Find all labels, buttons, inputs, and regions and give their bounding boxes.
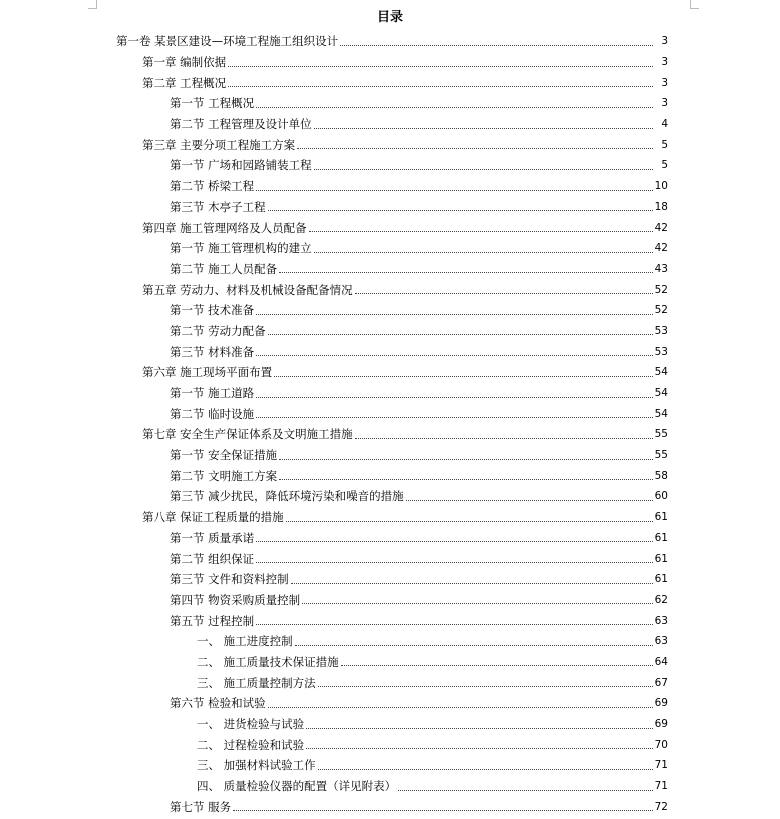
toc-entry[interactable] (0, 507, 780, 528)
toc-entry-page-number: 43 (654, 262, 668, 275)
toc-dot-leader (279, 272, 653, 273)
toc-entry-label: 第一节 广场和园路铺装工程 (170, 158, 312, 173)
toc-entry-page-number: 60 (654, 490, 668, 503)
toc-entry-label: 第二节 工程管理及设计单位 (170, 117, 312, 132)
toc-entry-page-number: 3 (661, 35, 668, 48)
toc-entry-page-number: 61 (654, 552, 668, 565)
toc-entry-page-number: 69 (654, 697, 668, 710)
toc-entry-page-number: 10 (654, 180, 668, 193)
toc-dot-leader (268, 334, 653, 335)
toc-dot-leader (228, 86, 653, 87)
toc-entry-page-number: 3 (661, 56, 668, 69)
toc-entry[interactable] (0, 486, 780, 507)
toc-entry[interactable] (0, 238, 780, 259)
toc-entry-label: 第一卷 某景区建设—环境工程施工组织设计 (116, 34, 339, 49)
toc-dot-leader (306, 728, 653, 729)
toc-entry[interactable] (0, 114, 780, 135)
toc-entry-page-number: 3 (661, 76, 668, 89)
toc-entry-label: 第一节 安全保证措施 (170, 448, 278, 463)
toc-entry[interactable] (0, 610, 780, 631)
toc-dot-leader (314, 169, 653, 170)
toc-entry[interactable] (0, 31, 780, 52)
toc-dot-leader (233, 810, 653, 811)
toc-entry-page-number: 53 (654, 324, 668, 337)
toc-dot-leader (306, 748, 653, 749)
toc-dot-leader (256, 355, 653, 356)
toc-dot-leader (268, 210, 653, 211)
toc-entry-page-number: 42 (654, 242, 668, 255)
toc-entry-label: 第一节 质量承诺 (170, 530, 255, 545)
toc-dot-leader (256, 397, 653, 398)
toc-entry[interactable] (0, 362, 780, 383)
toc-entry-page-number: 54 (654, 407, 668, 420)
toc-entry-label: 第四章 施工管理网络及人员配备 (142, 220, 307, 235)
toc-entry-page-number: 52 (654, 283, 668, 296)
toc-entry-page-number: 62 (654, 593, 668, 606)
toc-entry[interactable] (0, 176, 780, 197)
toc-entry-page-number: 58 (654, 469, 668, 482)
toc-entry[interactable] (0, 217, 780, 238)
toc-dot-leader (291, 583, 653, 584)
toc-entry-label: 第八章 保证工程质量的措施 (142, 510, 284, 525)
toc-entry-label: 二、 过程检验和试验 (197, 737, 305, 752)
toc-entry-page-number: 61 (654, 573, 668, 586)
toc-entry-label: 第一节 工程概况 (170, 96, 255, 111)
toc-entry[interactable] (0, 776, 780, 797)
toc-entry[interactable] (0, 590, 780, 611)
toc-entry-label: 第二节 文明施工方案 (170, 468, 278, 483)
toc-dot-leader (406, 500, 653, 501)
toc-entry-label: 第六节 检验和试验 (170, 696, 266, 711)
toc-entry-page-number: 67 (654, 676, 668, 689)
toc-entry-label: 第三节 文件和资料控制 (170, 572, 289, 587)
toc-dot-leader (318, 769, 653, 770)
toc-entry-page-number: 71 (654, 780, 668, 793)
toc-entry[interactable] (0, 714, 780, 735)
toc-entry-label: 第五节 过程控制 (170, 613, 255, 628)
toc-dot-leader (256, 562, 653, 563)
toc-dot-leader (314, 128, 653, 129)
toc-entry-label: 三、 施工质量控制方法 (197, 675, 316, 690)
toc-entry-page-number: 5 (661, 159, 668, 172)
page-corner-mark-right (690, 0, 699, 9)
toc-entry[interactable] (0, 155, 780, 176)
toc-entry-page-number: 4 (661, 118, 668, 131)
toc-entry[interactable] (0, 631, 780, 652)
toc-dot-leader (341, 665, 653, 666)
toc-list (0, 31, 780, 817)
toc-dot-leader (314, 252, 653, 253)
toc-entry[interactable] (0, 72, 780, 93)
toc-entry[interactable] (0, 259, 780, 280)
toc-entry[interactable] (0, 672, 780, 693)
toc-entry-page-number: 72 (654, 800, 668, 813)
toc-dot-leader (274, 376, 653, 377)
toc-entry[interactable] (0, 383, 780, 404)
toc-dot-leader (355, 293, 653, 294)
toc-entry-label: 第七章 安全生产保证体系及文明施工措施 (142, 427, 353, 442)
toc-entry[interactable] (0, 321, 780, 342)
toc-entry[interactable] (0, 693, 780, 714)
toc-entry-page-number: 63 (654, 614, 668, 627)
toc-entry-label: 第一章 编制依据 (142, 55, 227, 70)
toc-entry[interactable] (0, 548, 780, 569)
toc-dot-leader (228, 66, 653, 67)
toc-entry-label: 第六章 施工现场平面布置 (142, 365, 273, 380)
toc-entry[interactable] (0, 52, 780, 73)
toc-entry-label: 第一节 施工道路 (170, 386, 255, 401)
toc-entry-page-number: 70 (654, 738, 668, 751)
toc-entry[interactable] (0, 341, 780, 362)
toc-entry-label: 第七节 服务 (170, 799, 232, 814)
toc-entry-page-number: 3 (661, 97, 668, 110)
toc-entry[interactable] (0, 755, 780, 776)
toc-dot-leader (279, 459, 653, 460)
toc-dot-leader (398, 790, 653, 791)
toc-entry-page-number: 64 (654, 655, 668, 668)
toc-entry[interactable] (0, 445, 780, 466)
toc-entry-page-number: 54 (654, 366, 668, 379)
toc-entry-label: 一、 施工进度控制 (197, 634, 293, 649)
toc-entry-page-number: 53 (654, 345, 668, 358)
toc-entry-page-number: 52 (654, 304, 668, 317)
toc-entry[interactable] (0, 197, 780, 218)
toc-entry[interactable] (0, 93, 780, 114)
toc-entry-page-number: 54 (654, 387, 668, 400)
toc-entry-label: 二、 施工质量技术保证措施 (197, 654, 339, 669)
toc-dot-leader (268, 707, 653, 708)
toc-dot-leader (309, 231, 653, 232)
toc-entry-label: 第四节 物资采购质量控制 (170, 592, 301, 607)
toc-entry[interactable] (0, 134, 780, 155)
toc-dot-leader (279, 479, 653, 480)
toc-entry[interactable] (0, 403, 780, 424)
toc-title: 目录 (376, 10, 403, 25)
toc-entry[interactable] (0, 734, 780, 755)
toc-dot-leader (286, 521, 653, 522)
toc-entry[interactable] (0, 279, 780, 300)
toc-entry[interactable] (0, 652, 780, 673)
toc-dot-leader (302, 603, 653, 604)
toc-entry-label: 第三章 主要分项工程施工方案 (142, 137, 296, 152)
toc-dot-leader (318, 686, 653, 687)
toc-entry-page-number: 63 (654, 635, 668, 648)
toc-entry[interactable] (0, 569, 780, 590)
toc-entry-label: 第三节 减少扰民，降低环境污染和噪音的措施 (170, 489, 404, 504)
toc-entry-label: 第二章 工程概况 (142, 75, 227, 90)
toc-entry-label: 一、 进货检验与试验 (197, 717, 305, 732)
toc-entry-label: 第一节 施工管理机构的建立 (170, 241, 312, 256)
toc-entry-label: 第五章 劳动力、材料及机械设备配备情况 (142, 282, 353, 297)
toc-entry-page-number: 71 (654, 759, 668, 772)
toc-dot-leader (355, 438, 653, 439)
toc-entry-label: 四、 质量检验仪器的配置（详见附表） (197, 779, 397, 794)
toc-dot-leader (256, 624, 653, 625)
toc-entry-page-number: 61 (654, 511, 668, 524)
toc-entry-page-number: 5 (661, 138, 668, 151)
toc-dot-leader (256, 417, 653, 418)
toc-entry[interactable] (0, 465, 780, 486)
toc-entry-page-number: 42 (654, 221, 668, 234)
toc-dot-leader (256, 541, 653, 542)
toc-entry-label: 第一节 技术准备 (170, 303, 255, 318)
toc-dot-leader (340, 45, 653, 46)
toc-entry-page-number: 55 (654, 449, 668, 462)
toc-entry-label: 三、 加强材料试验工作 (197, 758, 316, 773)
toc-entry[interactable] (0, 424, 780, 445)
toc-entry-label: 第二节 施工人员配备 (170, 261, 278, 276)
toc-entry-label: 第三节 材料准备 (170, 344, 255, 359)
toc-entry-label: 第二节 组织保证 (170, 551, 255, 566)
toc-entry-label: 第二节 临时设施 (170, 406, 255, 421)
toc-entry[interactable] (0, 528, 780, 549)
page-corner-mark-left (88, 0, 97, 9)
toc-dot-leader (256, 107, 653, 108)
toc-entry-label: 第二节 桥梁工程 (170, 179, 255, 194)
toc-entry-page-number: 55 (654, 428, 668, 441)
toc-entry-page-number: 61 (654, 531, 668, 544)
toc-dot-leader (295, 645, 653, 646)
toc-entry-label: 第三节 木亭子工程 (170, 199, 266, 214)
toc-entry-label: 第二节 劳动力配备 (170, 323, 266, 338)
toc-entry[interactable] (0, 796, 780, 817)
toc-dot-leader (297, 148, 653, 149)
toc-dot-leader (256, 314, 653, 315)
toc-entry[interactable] (0, 300, 780, 321)
toc-entry-page-number: 69 (654, 718, 668, 731)
toc-dot-leader (256, 190, 653, 191)
toc-entry-page-number: 18 (654, 200, 668, 213)
